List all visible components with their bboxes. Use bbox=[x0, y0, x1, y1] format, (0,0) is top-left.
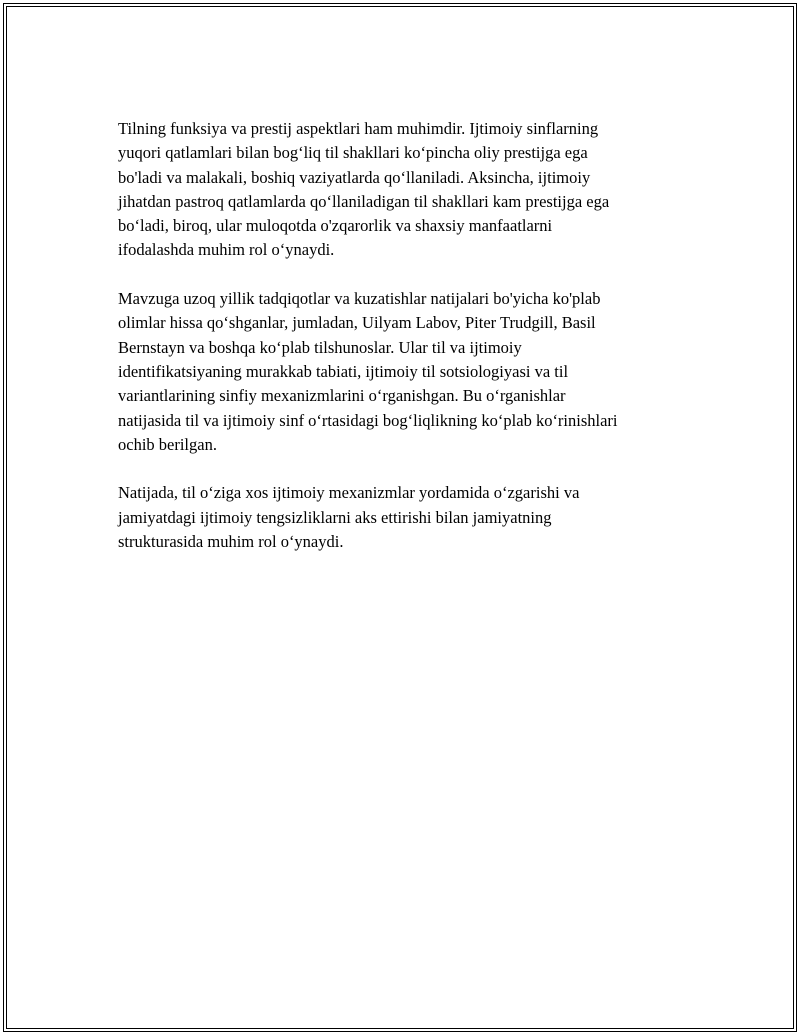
text-line: strukturasida muhim rol o‘ynaydi. bbox=[118, 532, 344, 552]
text-line: Natijada, til o‘ziga xos ijtimoiy mexanizmlar yordamida o‘zgarishi va bbox=[118, 483, 580, 503]
text-line: Tilning funksiya va prestij aspektlari ham muhimdir. Ijtimoiy sinflarning bbox=[118, 119, 599, 138]
document-body bbox=[118, 117, 688, 579]
text-line: bo‘ladi, biroq, ular muloqotda o'zqarorlik va shaxsiy manfaatlarni bbox=[118, 216, 553, 236]
paragraph-1 bbox=[118, 117, 688, 263]
text-line: jamiyatdagi ijtimoiy tengsizliklarni aks ettirishi bilan jamiyatning bbox=[118, 507, 552, 527]
text-line: ochib berilgan. bbox=[118, 434, 217, 454]
text-line: natijasida til va ijtimoiy sinf o‘rtasidagi bog‘liqlikning ko‘plab ko‘rinishlari bbox=[118, 410, 618, 430]
paragraph-3 bbox=[118, 481, 688, 554]
text-line: olimlar hissa qo‘shganlar, jumladan, Uilyam Labov, Piter Trudgill, Basil bbox=[118, 313, 596, 333]
text-line: yuqori qatlamlari bilan bog‘liq til shakllari ko‘pincha oliy prestijga ega bbox=[118, 143, 588, 163]
text-line: ifodalashda muhim rol o‘ynaydi. bbox=[118, 240, 335, 260]
text-line: variantlarining sinfiy mexanizmlarini o‘rganishgan. Bu o‘rganishlar bbox=[118, 386, 566, 406]
text-line: Bernstayn va boshqa ko‘plab tilshunoslar. Ular til va ijtimoiy bbox=[118, 337, 522, 357]
paragraph-2 bbox=[118, 287, 688, 457]
text-line: Mavzuga uzoq yillik tadqiqotlar va kuzatishlar natijalari bo'yicha ko'plab bbox=[118, 289, 601, 309]
text-line: identifikatsiyaning murakkab tabiati, ijtimoiy til sotsiologiyasi va til bbox=[118, 361, 569, 381]
text-line: jihatdan pastroq qatlamlarda qo‘llaniladigan til shakllari kam prestijga ega bbox=[118, 191, 610, 211]
text-line: bo'ladi va malakali, boshiq vaziyatlarda qo‘llaniladi. Aksincha, ijtimoiy bbox=[118, 167, 591, 187]
